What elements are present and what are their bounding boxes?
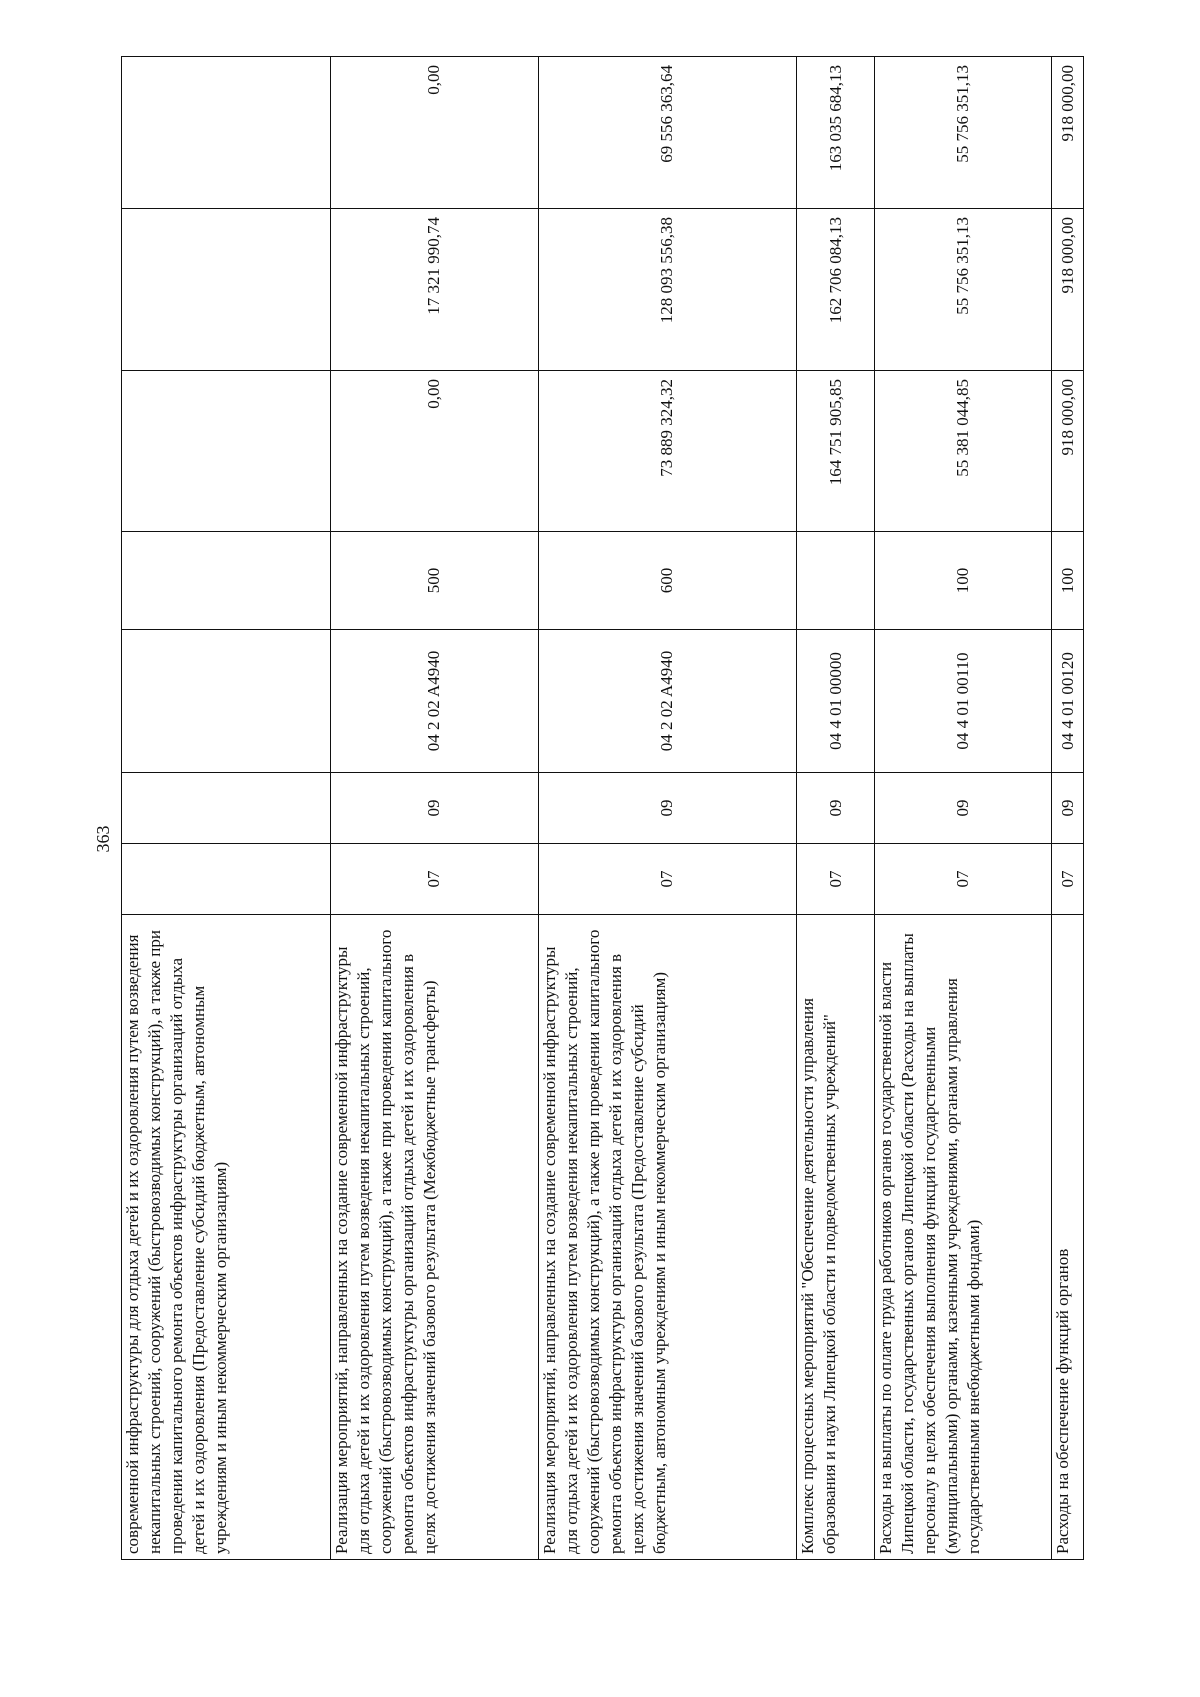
row-target-article: 04 2 02 A4940 <box>330 630 539 773</box>
row-target-article: 04 4 01 00120 <box>1052 630 1084 773</box>
row-expense-type: 600 <box>539 532 797 630</box>
row-value-1 <box>122 371 331 532</box>
row-value-1: 73 889 324,32 <box>539 371 797 532</box>
row-value-2: 17 321 990,74 <box>330 209 539 371</box>
table-row <box>1052 57 1084 1560</box>
row-section: 07 <box>875 844 1052 915</box>
row-value-3: 55 756 351,13 <box>875 57 1052 209</box>
row-value-2: 128 093 556,38 <box>539 209 797 371</box>
row-value-1: 0,00 <box>330 371 539 532</box>
table-row <box>796 57 875 1560</box>
row-subsection: 09 <box>330 773 539 844</box>
budget-table <box>121 56 1084 1560</box>
row-value-3: 0,00 <box>330 57 539 209</box>
row-value-2: 162 706 084,13 <box>796 209 875 371</box>
row-value-3: 163 035 684,13 <box>796 57 875 209</box>
row-value-3: 69 556 363,64 <box>539 57 797 209</box>
row-name: Комплекс процессных мероприятий "Обеспечение деятельности управления образования и науки Липецкой области и подведомственных учреждений" <box>796 915 875 1560</box>
row-expense-type: 500 <box>330 532 539 630</box>
row-target-article <box>122 630 331 773</box>
row-expense-type <box>122 532 331 630</box>
row-value-1: 164 751 905,85 <box>796 371 875 532</box>
table-row <box>330 57 539 1560</box>
table-row <box>122 57 331 1560</box>
row-section: 07 <box>330 844 539 915</box>
row-name: Расходы на выплаты по оплате труда работников органов государственной власти Липецкой области, государственных органов Липецкой области (Расходы на выплаты персоналу в целях обеспечения выполнения функций государственными (муниципальными) органами, казенными учреждениями, органами управления государственными внебюджетными фондами) <box>875 915 1052 1560</box>
row-section: 07 <box>796 844 875 915</box>
row-subsection: 09 <box>1052 773 1084 844</box>
table-row <box>539 57 797 1560</box>
rotated-budget-table <box>121 57 1084 1560</box>
row-section: 07 <box>539 844 797 915</box>
row-value-2: 918 000,00 <box>1052 209 1084 371</box>
row-expense-type <box>796 532 875 630</box>
row-value-3: 918 000,00 <box>1052 57 1084 209</box>
row-value-2 <box>122 209 331 371</box>
page-number: 363 <box>93 825 113 853</box>
row-name: Расходы на обеспечение функций органов <box>1052 915 1084 1560</box>
row-value-1: 55 381 044,85 <box>875 371 1052 532</box>
row-subsection: 09 <box>539 773 797 844</box>
row-name: Реализация мероприятий, направленных на создание современной инфраструктуры для отдыха детей и их оздоровления путем возведения некапитальных строений, сооружений (быстровозводимых конструкций), а также при проведении капитального ремонта объектов инфраструктуры организаций отдыха детей и их оздоровления в целях достижения значений базового результата (Межбюджетные трансферты) <box>330 915 539 1560</box>
row-expense-type: 100 <box>1052 532 1084 630</box>
row-value-1: 918 000,00 <box>1052 371 1084 532</box>
row-subsection <box>122 773 331 844</box>
row-name: Реализация мероприятий, направленных на создание современной инфраструктуры для отдыха детей и их оздоровления путем возведения некапитальных строений, сооружений (быстровозводимых конструкций), а также при проведении капитального ремонта объектов инфраструктуры организаций отдыха детей и их оздоровления в целях достижения значений базового результата (Предоставление субсидий бюджетным, автономным учреждениям и иным некоммерческим организациям) <box>539 915 797 1560</box>
row-section: 07 <box>1052 844 1084 915</box>
table-row <box>875 57 1052 1560</box>
row-target-article: 04 2 02 A4940 <box>539 630 797 773</box>
row-name: современной инфраструктуры для отдыха детей и их оздоровления путем возведения некапитальных строений, сооружений (быстровозводимых конструкций), а также при проведении капитального ремонта объектов инфраструктуры организаций отдыха детей и их оздоровления (Предоставление субсидий бюджетным, автономным учреждениям и иным некоммерческим организациям) <box>122 915 331 1560</box>
row-expense-type: 100 <box>875 532 1052 630</box>
row-subsection: 09 <box>875 773 1052 844</box>
row-target-article: 04 4 01 00110 <box>875 630 1052 773</box>
row-value-3 <box>122 57 331 209</box>
row-target-article: 04 4 01 00000 <box>796 630 875 773</box>
row-subsection: 09 <box>796 773 875 844</box>
row-section <box>122 844 331 915</box>
row-value-2: 55 756 351,13 <box>875 209 1052 371</box>
